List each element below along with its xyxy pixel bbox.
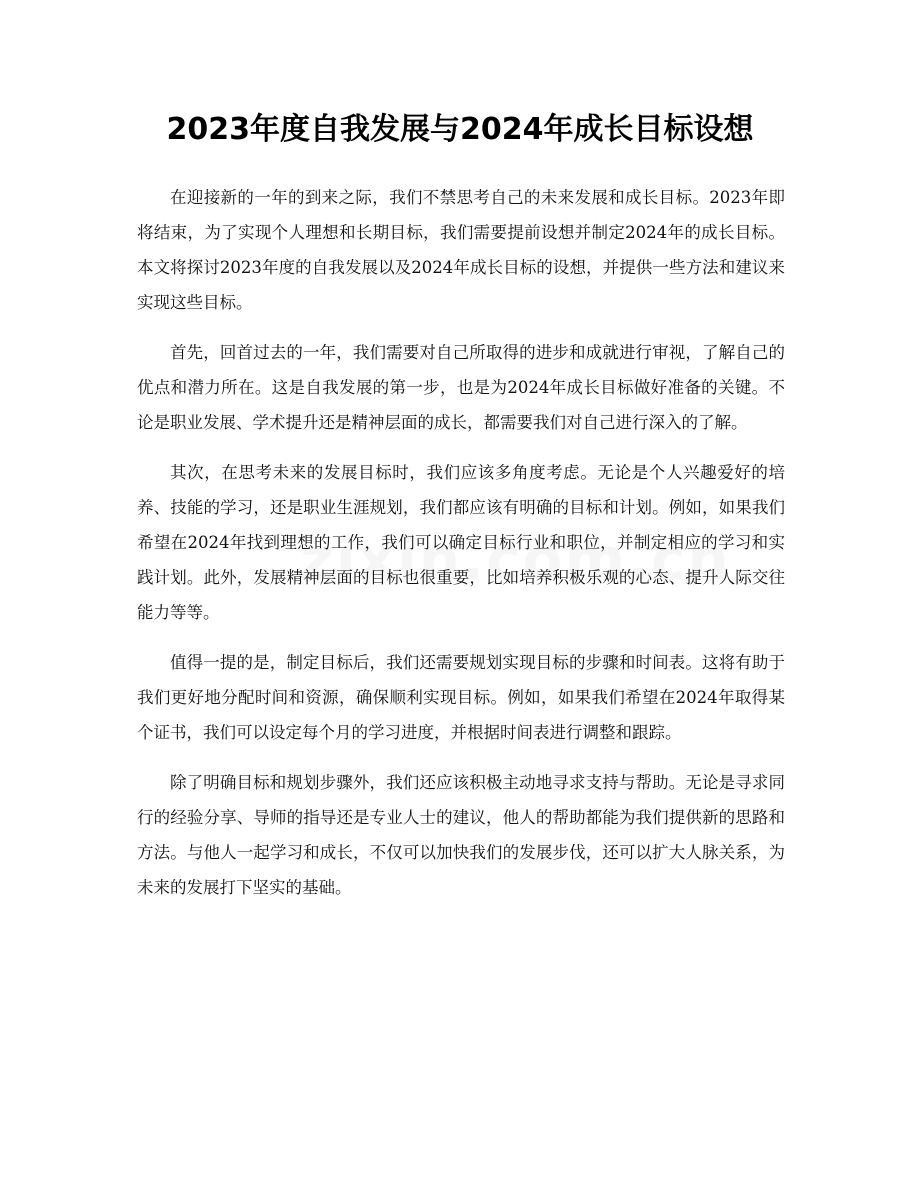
paragraph-2: 首先，回首过去的一年，我们需要对自己所取得的进步和成就进行审视，了解自己的优点和潜力所在。这是自我发展的第一步，也是为2024年成长目标做好准备的关键。不论是职业发展、学术提升还是精神层面的成长，都需要我们对自己进行深入的了解。: [137, 343, 785, 432]
paragraph-4: 值得一提的是，制定目标后，我们还需要规划实现目标的步骤和时间表。这将有助于我们更好地分配时间和资源，确保顺利实现目标。例如，如果我们希望在2024年取得某个证书，我们可以设定每个月的学习进度，并根据时间表进行调整和跟踪。: [137, 653, 785, 742]
document-title: 2023年度自我发展与2024年成长目标设想: [166, 112, 754, 147]
paragraph-1: 在迎接新的一年的到来之际，我们不禁思考自己的未来发展和成长目标。2023年即将结束，为了实现个人理想和长期目标，我们需要提前设想并制定2024年的成长目标。本文将探讨2023年度的自我发展以及2024年成长目标的设想，并提供一些方法和建议来实现这些目标。: [137, 188, 785, 312]
paragraph-5: 除了明确目标和规划步骤外，我们还应该积极主动地寻求支持与帮助。无论是寻求同行的经验分享、导师的指导还是专业人士的建议，他人的帮助都能为我们提供新的思路和方法。与他人一起学习和成长，不仅可以加快我们的发展步伐，还可以扩大人脉关系，为未来的发展打下坚实的基础。: [137, 773, 785, 897]
paragraph-3: 其次，在思考未来的发展目标时，我们应该多角度考虑。无论是个人兴趣爱好的培养、技能的学习，还是职业生涯规划，我们都应该有明确的目标和计划。例如，如果我们希望在2024年找到理想的工作，我们可以确定目标行业和职位，并制定相应的学习和实践计划。此外，发展精神层面的目标也很重要，比如培养积极乐观的心态、提升人际交往能力等等。: [137, 463, 785, 622]
document-body: [137, 180, 785, 920]
